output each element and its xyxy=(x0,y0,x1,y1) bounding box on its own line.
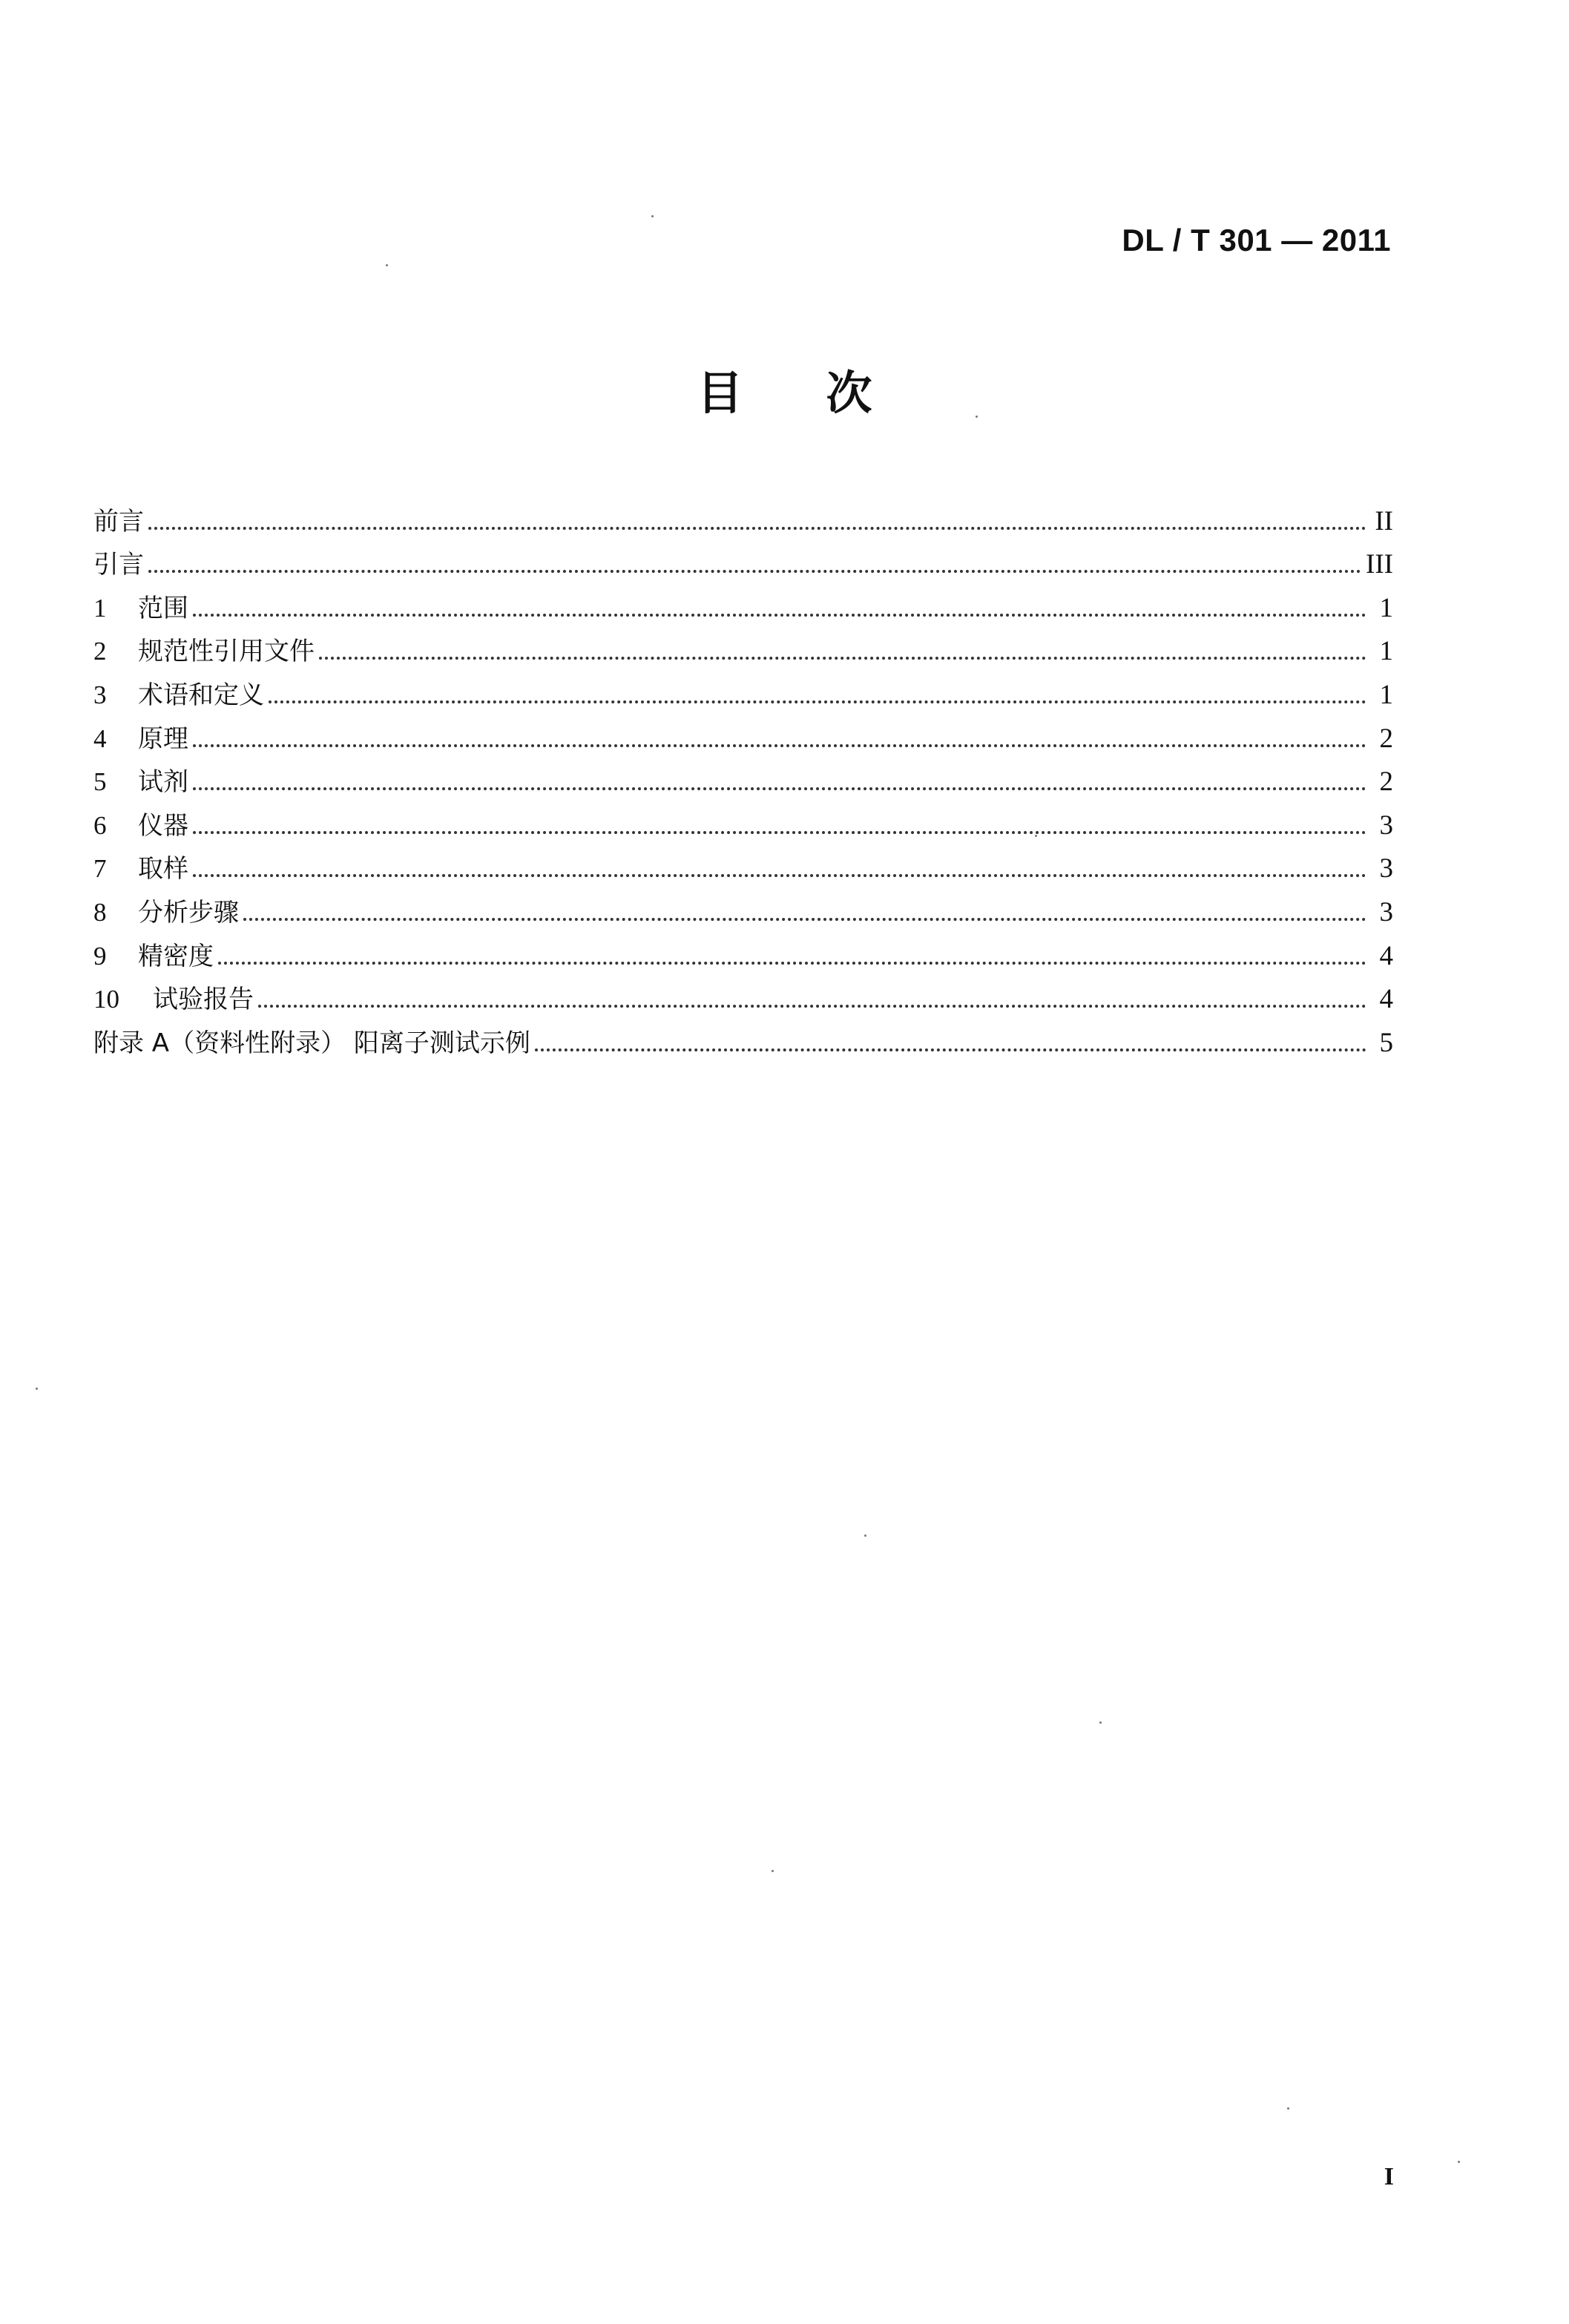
scan-speck xyxy=(1099,1721,1102,1724)
toc-entry-page: II xyxy=(1375,505,1393,536)
toc-entry-page: III xyxy=(1366,549,1393,580)
toc-entry-page: 1 xyxy=(1379,592,1393,623)
dot-leader xyxy=(243,918,1366,921)
scan-speck xyxy=(772,1870,774,1872)
dot-leader xyxy=(193,874,1366,877)
toc-entry-page: 2 xyxy=(1379,723,1393,754)
toc-entry-label: 原理 xyxy=(138,723,188,754)
toc-entry-label: 分析步骤 xyxy=(138,897,239,928)
scan-speck xyxy=(976,416,978,418)
toc-entry-label: 引言 xyxy=(93,550,144,580)
dot-leader xyxy=(269,700,1366,703)
toc-entry-number: 8 xyxy=(93,897,107,927)
dot-leader xyxy=(193,614,1366,617)
dot-leader xyxy=(258,1005,1366,1008)
toc-entry-test-report[interactable] xyxy=(93,971,1393,1015)
scan-speck xyxy=(864,1534,866,1537)
dot-leader xyxy=(148,527,1366,530)
toc-entry-label: 规范性引用文件 xyxy=(138,637,315,667)
page-number: I xyxy=(1384,2163,1394,2190)
dot-leader xyxy=(193,831,1366,834)
toc-entry-label: 前言 xyxy=(93,506,144,536)
toc-entry-precision[interactable] xyxy=(93,928,1393,971)
standard-code: DL / T 301 — 2011 xyxy=(1122,223,1391,257)
scan-speck xyxy=(1458,2161,1460,2163)
toc-entry-number: 4 xyxy=(93,723,107,753)
toc-entry-number: 1 xyxy=(93,593,107,623)
toc-entry-number: 7 xyxy=(93,854,107,884)
toc-entry-number: 6 xyxy=(93,810,107,840)
toc-entry-preface[interactable] xyxy=(93,493,1393,536)
toc-entry-number: 5 xyxy=(93,767,107,797)
dot-leader xyxy=(193,744,1366,747)
toc-entry-label: 试剂 xyxy=(138,767,188,798)
toc-entry-page: 1 xyxy=(1379,636,1393,667)
toc-entry-page: 4 xyxy=(1379,984,1393,1015)
dot-leader xyxy=(148,570,1361,573)
toc-entry-annex-a[interactable] xyxy=(93,1014,1393,1058)
toc-entry-introduction[interactable] xyxy=(93,536,1393,580)
toc-entry-page: 3 xyxy=(1379,853,1393,884)
toc-entry-label: 附录 A（资料性附录） 阳离子测试示例 xyxy=(93,1028,530,1058)
table-of-contents xyxy=(93,493,1393,1058)
scan-speck xyxy=(386,264,388,266)
dot-leader xyxy=(319,657,1366,660)
scan-speck xyxy=(36,1388,38,1390)
dot-leader xyxy=(218,962,1366,965)
toc-entry-number: 9 xyxy=(93,941,107,971)
toc-entry-number: 3 xyxy=(93,680,107,709)
scan-speck xyxy=(1287,2107,1289,2110)
toc-entry-apparatus[interactable] xyxy=(93,797,1393,841)
toc-entry-normative-references[interactable] xyxy=(93,623,1393,667)
scan-speck xyxy=(1035,835,1037,837)
toc-entry-scope[interactable] xyxy=(93,580,1393,623)
toc-entry-sampling[interactable] xyxy=(93,841,1393,884)
toc-entry-page: 4 xyxy=(1379,940,1393,971)
dot-leader xyxy=(535,1048,1366,1051)
toc-entry-label: 精密度 xyxy=(138,941,214,971)
toc-entry-procedure[interactable] xyxy=(93,884,1393,928)
toc-entry-reagents[interactable] xyxy=(93,754,1393,798)
toc-entry-label: 仪器 xyxy=(138,810,188,841)
page-title: 目次 xyxy=(697,366,955,420)
toc-entry-terms-definitions[interactable] xyxy=(93,666,1393,710)
toc-entry-page: 3 xyxy=(1379,896,1393,928)
toc-entry-principle[interactable] xyxy=(93,710,1393,754)
scan-speck xyxy=(651,215,654,217)
toc-entry-page: 5 xyxy=(1379,1027,1393,1058)
toc-entry-label: 试验报告 xyxy=(153,985,254,1015)
toc-entry-label: 范围 xyxy=(138,593,188,623)
toc-entry-number: 2 xyxy=(93,637,107,666)
toc-entry-label: 术语和定义 xyxy=(138,680,264,710)
toc-entry-page: 2 xyxy=(1379,767,1393,798)
toc-entry-page: 1 xyxy=(1379,679,1393,710)
dot-leader xyxy=(193,787,1366,790)
toc-entry-label: 取样 xyxy=(138,854,188,884)
toc-entry-number: 10 xyxy=(93,985,119,1014)
toc-entry-page: 3 xyxy=(1379,810,1393,841)
